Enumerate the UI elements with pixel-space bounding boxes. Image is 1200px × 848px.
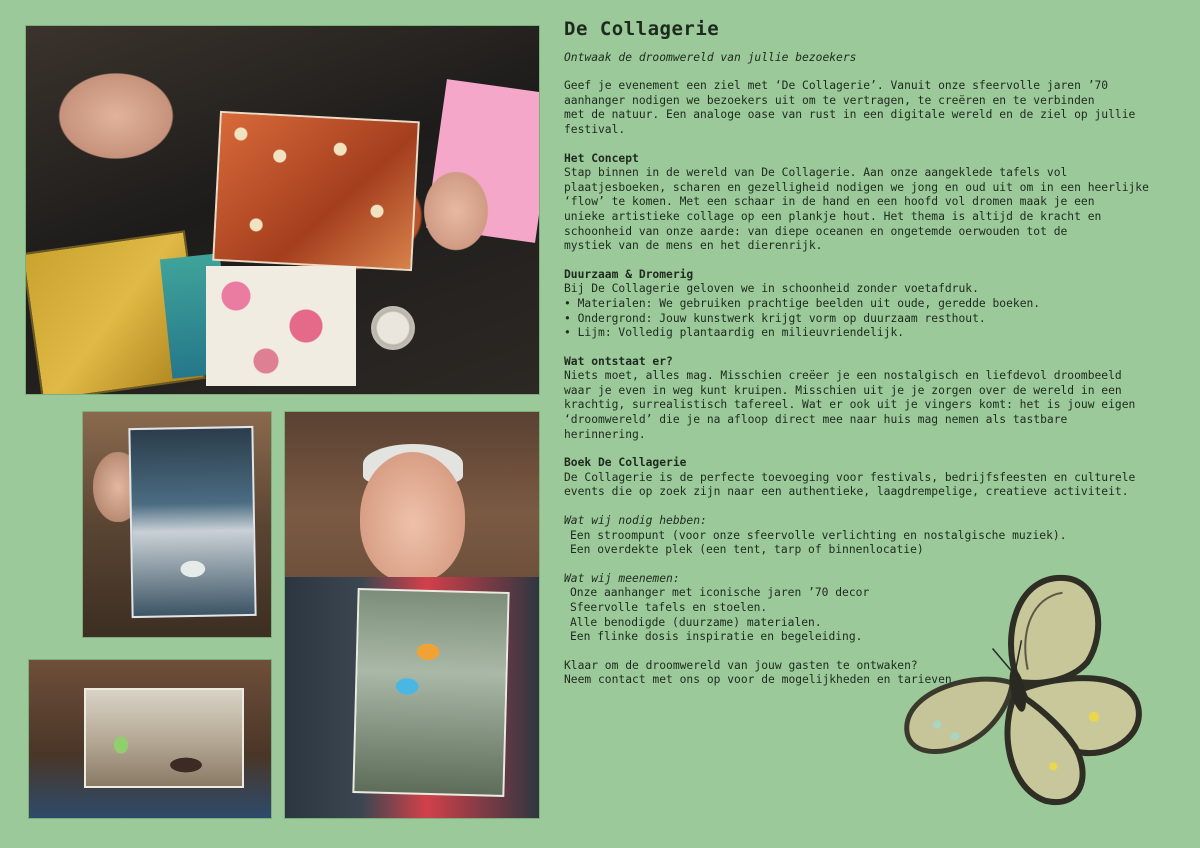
- meenemen-heading: Wat wij meenemen:: [564, 571, 680, 585]
- ontstaat-line: ‘droomwereld’ die je na afloop direct mee naar huis mag nemen als tastbare: [564, 413, 1068, 427]
- concept-line: unieke artistieke collage op een plankje hout. Het thema is altijd de kracht en: [564, 209, 1102, 223]
- list-item: • Lijm: Volledig plantaardig en milieuvriendelijk.: [564, 326, 1184, 341]
- collage-artwork: [352, 588, 509, 797]
- intro-line: Geef je evenement een ziel met ‘De Collagerie’. Vanuit onze sfeervolle jaren ’70: [564, 79, 1109, 93]
- list-item: Een overdekte plek (een tent, tarp of binnenlocatie): [570, 543, 924, 557]
- photo-kids-with-collage: [28, 659, 272, 819]
- collage-artwork: [84, 688, 244, 788]
- duurzaam-section: [564, 268, 1184, 341]
- concept-section: [564, 152, 1184, 254]
- cta-line: Klaar om de droomwereld van jouw gasten te ontwaken?: [564, 658, 918, 672]
- page-title: De Collagerie: [564, 18, 720, 40]
- subtitle: Ontwaak de droomwereld van jullie bezoekers: [564, 50, 857, 64]
- list-item: • Ondergrond: Jouw kunstwerk krijgt vorm op duurzaam resthout.: [564, 312, 1184, 327]
- wing: [899, 672, 1023, 758]
- list-item: Sfeervolle tafels en stoelen.: [570, 601, 768, 614]
- glue-cup: [371, 306, 415, 350]
- boek-section: [564, 456, 1184, 500]
- list-item: Onze aanhanger met iconische jaren ’70 decor: [570, 586, 870, 600]
- concept-line: ‘flow’ te komen. Met een schaar in de hand en een hoofd vol dromen maak je een: [564, 195, 1095, 209]
- intro-line: aanhanger nodigen we bezoekers uit om te vertragen, te creëren en te verbinden: [564, 93, 1095, 107]
- hand: [26, 26, 216, 166]
- ontstaat-heading: Wat ontstaat er?: [564, 354, 673, 368]
- duurzaam-list: [564, 297, 1184, 341]
- concept-line: Stap binnen in de wereld van De Collagerie. Aan onze aangeklede tafels vol: [564, 166, 1068, 180]
- face: [360, 452, 465, 582]
- ontstaat-line: waar je even in weg kunt kruipen. Misschien uit je je zorgen over de wereld in een: [564, 383, 1122, 397]
- boek-line: De Collagerie is de perfecte toevoeging voor festivals, bedrijfsfeesten en culturele: [564, 470, 1136, 484]
- collage-artwork: [128, 426, 256, 618]
- intro-line: festival.: [564, 122, 626, 136]
- cta-line: Neem contact met ons op voor de mogelijkheden en tarieven.: [564, 673, 959, 687]
- nodig-heading: Wat wij nodig hebben:: [564, 514, 707, 528]
- ontstaat-line: krachtig, surrealistisch tafereel. Wat er ook uit je vingers komt: het is jouw eigen: [564, 398, 1136, 412]
- list-item: Alle benodigde (duurzame) materialen.: [570, 615, 822, 629]
- concept-line: schoonheid van onze aarde: van diepe oceanen en ongetemde oerwouden tot de: [564, 224, 1068, 238]
- collage-artwork: [212, 111, 420, 271]
- list-item: Een flinke dosis inspiratie en begeleiding.: [570, 630, 863, 644]
- concept-line: mystiek van de mens en het dierenrijk.: [564, 239, 823, 253]
- hand: [406, 156, 506, 266]
- concept-heading: Het Concept: [564, 151, 639, 165]
- ontstaat-line: Niets moet, alles mag. Misschien creëer je een nostalgisch en liefdevol droombeeld: [564, 369, 1122, 383]
- boek-line: events die op zoek zijn naar een authentieke, laagdrempelige, creatieve activiteit.: [564, 485, 1129, 499]
- flower-cutouts: [206, 266, 356, 386]
- list-item: Een stroompunt (voor onze sfeervolle verlichting en nostalgische muziek).: [570, 528, 1067, 542]
- intro-line: met de natuur. Een analoge oase van rust in een digitale wereld en de ziel op jullie: [564, 108, 1136, 122]
- nodig-section: [564, 514, 1184, 558]
- photo-girl-with-collage: [82, 411, 272, 638]
- butterfly-illustration: [893, 572, 1145, 820]
- photo-man-with-collage: [284, 411, 540, 819]
- intro-paragraph: [564, 79, 1184, 137]
- concept-line: plaatjesboeken, scharen en gezelligheid nodigen we jong en oud uit om in een heerlijke: [564, 180, 1149, 194]
- duurzaam-line: Bij De Collagerie geloven we in schoonheid zonder voetafdruk.: [564, 282, 979, 296]
- ontstaat-section: [564, 355, 1184, 443]
- ontstaat-line: herinnering.: [564, 427, 646, 441]
- list-item: • Materialen: We gebruiken prachtige beelden uit oude, geredde boeken.: [564, 297, 1184, 312]
- photo-crafting-table: [25, 25, 540, 395]
- duurzaam-heading: Duurzaam & Dromerig: [564, 267, 694, 281]
- boek-heading: Boek De Collagerie: [564, 456, 687, 470]
